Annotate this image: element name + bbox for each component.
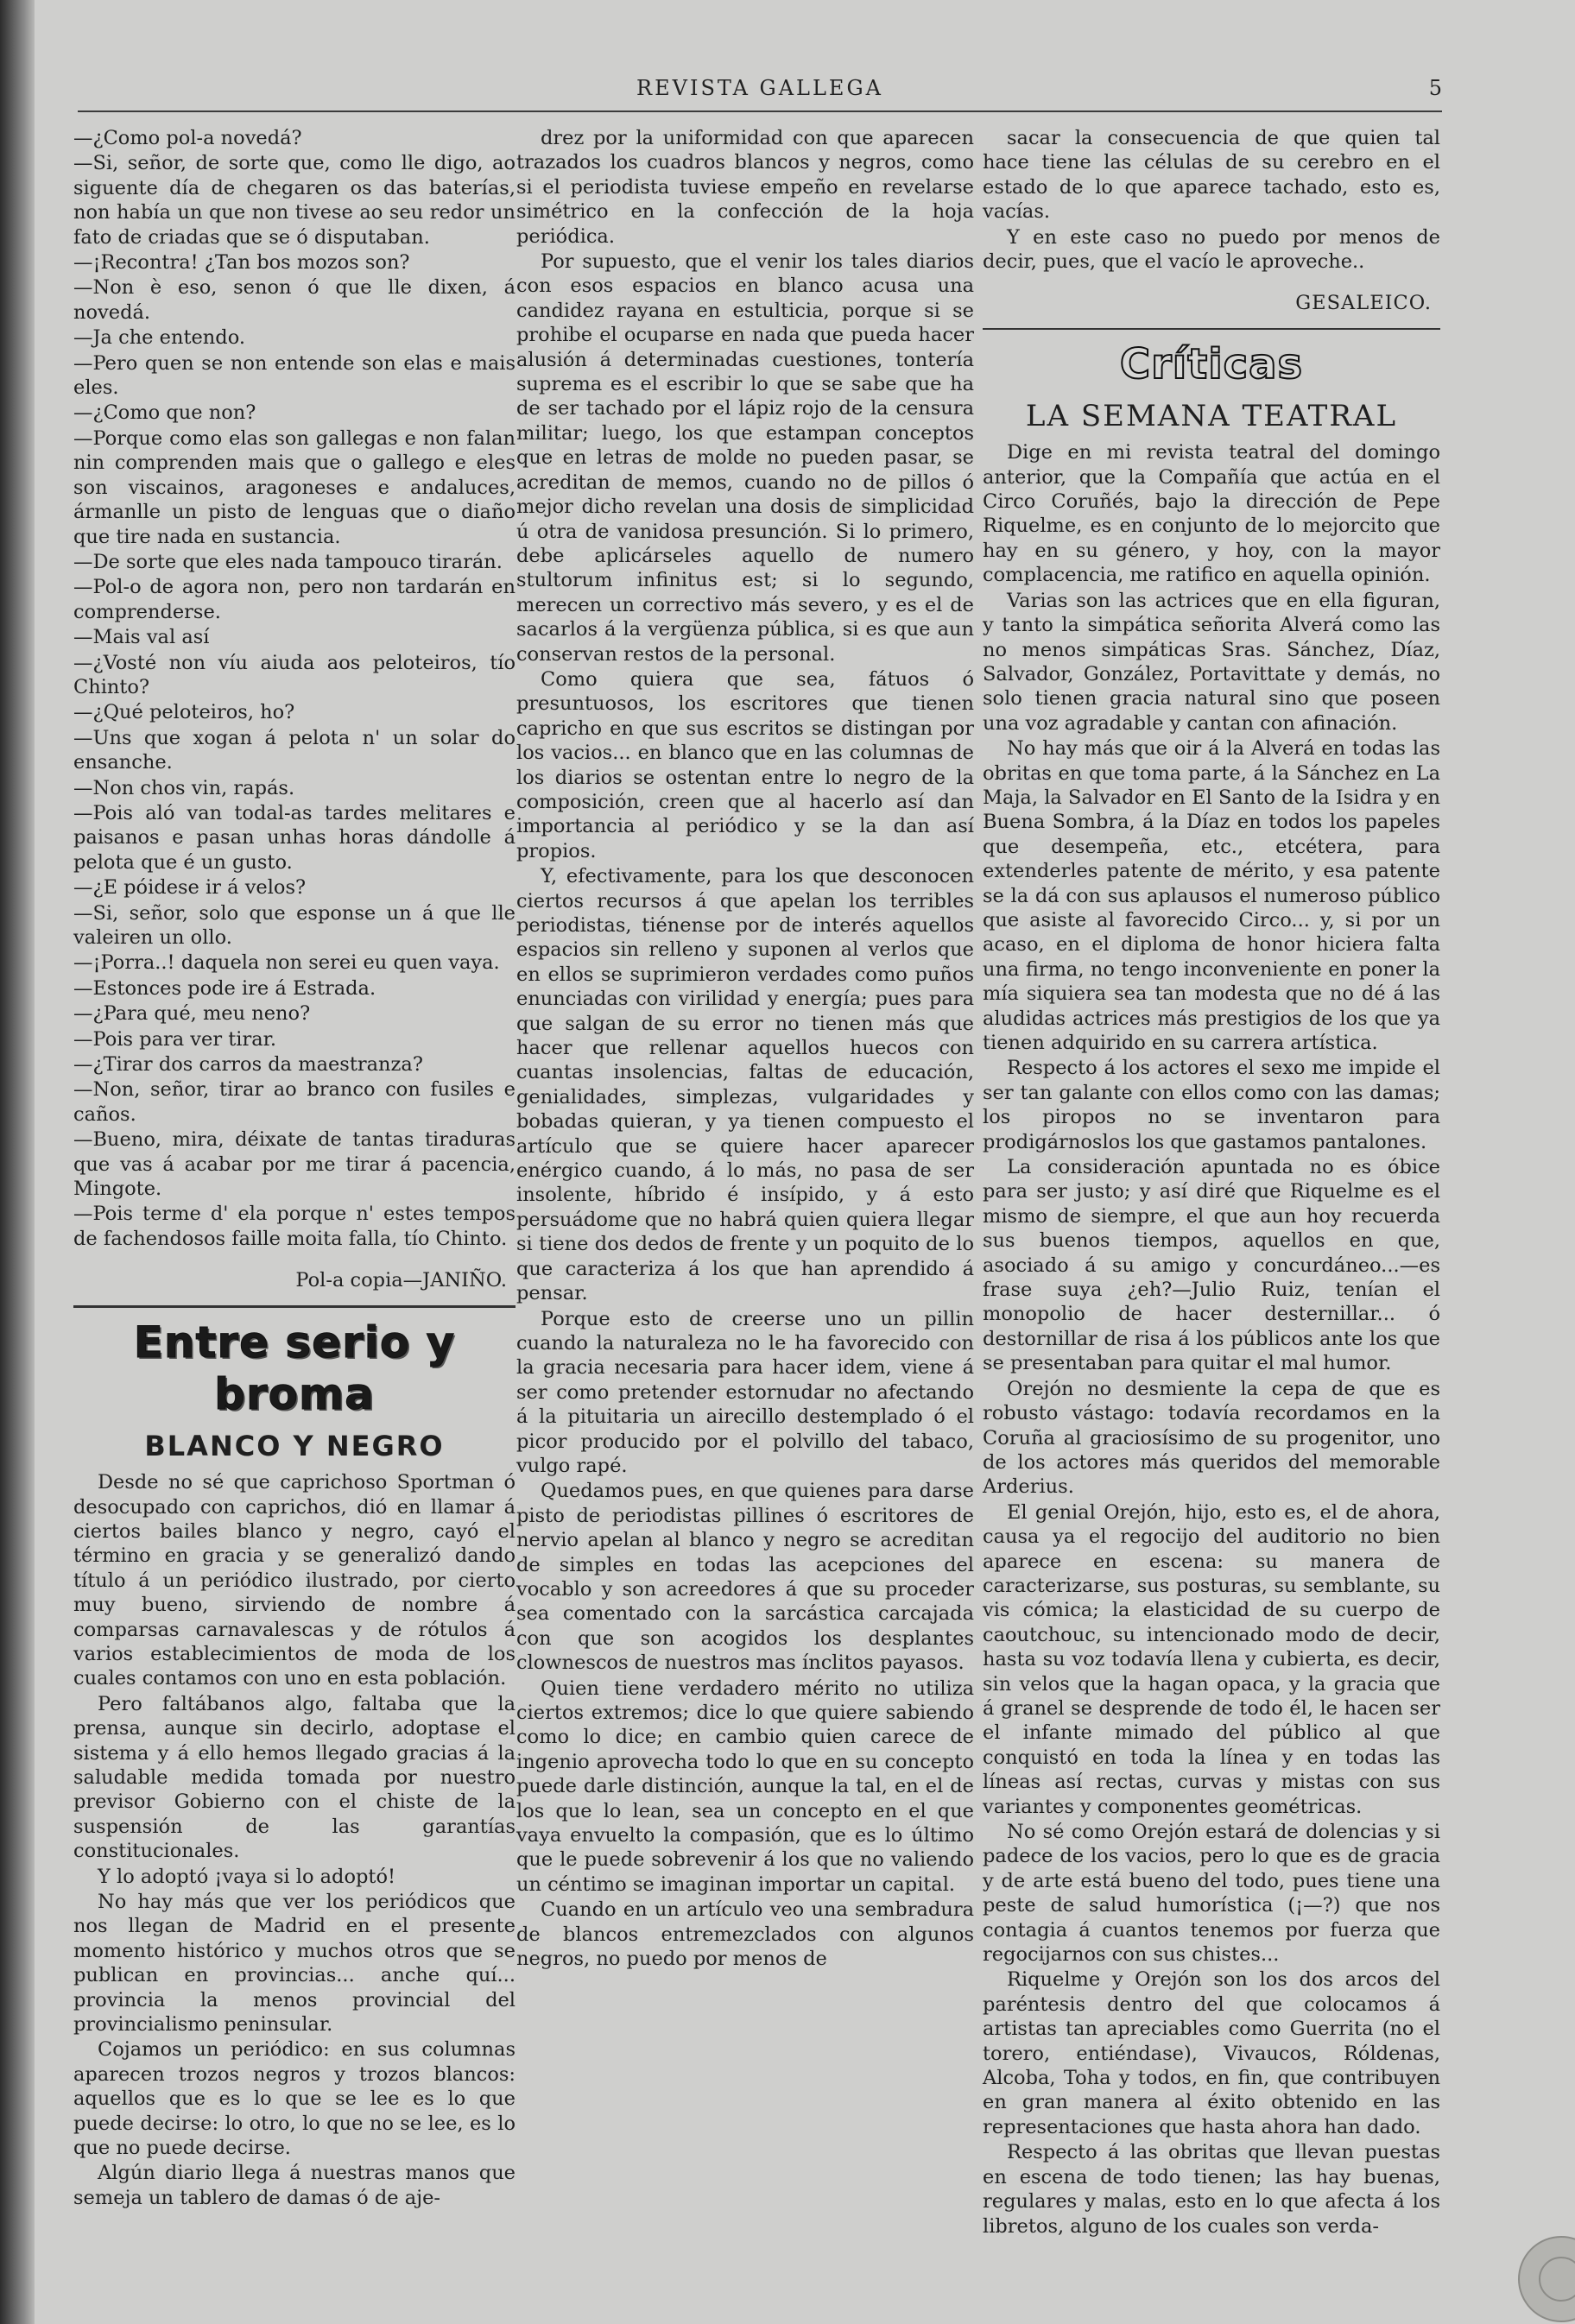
paragraph: No hay más que ver los periódicos que nos llegan de Madrid en el presente momento histórico y muchos otros que se publican en provincias... anche quí... provincia la menos provincial del provincialismo peninsular. (73, 1891, 516, 2037)
paragraph: Y lo adoptó ¡vaya si lo adoptó! (98, 1865, 396, 1888)
paragraph: —Pois aló van todal-as tardes melitares e paisanos e pasan unhas horas dándolle á pelota que é un gusto. (73, 801, 516, 874)
paragraph: Quedamos pues, en que quienes para darse pisto de periodistas pillines ó escritores de nervio apelan al blanco y negro se acreditan de simples en todas las acepciones del vocablo y son acreedores á que su proceder sea comentado con la sarcástica carcajada con que son acogidos los desplantes clownescos de nuestros mas ínclitos payasos. (516, 1480, 974, 1675)
paragraph: Cuando en un artículo veo una sembradura de blancos entremezclados con algunos negros, no puedo por menos de (516, 1898, 974, 1971)
paragraph: Pero faltábanos algo, faltaba que la prensa, aunque sin decirlo, adoptase el sistema y á ello hemos llegado gracias á la saludable medida tomada por nuestro previsor Gobierno con el chiste de la suspensión de las garantías constitucionales. (73, 1692, 516, 1863)
newspaper-page (35, 0, 1575, 2324)
paragraph: Orejón no desmiente la cepa de que es robusto vástago: todavía recordamos en la Coruña al graciosísimo de su progenitor, uno de los actores más queridos del memorable Arderius. (983, 1377, 1440, 1499)
paragraph: —Mais val así (73, 626, 210, 649)
paragraph: Desde no sé que caprichoso Sportman ó desocupado con caprichos, dió en llamar á ciertos bailes blanco y negro, cayó el término en gracia y se generalizó dando título á un periódico ilustrado, por cierto muy bueno, sirviendo de nombre á comparsas carnavalescas y de rótulos á varios establecimientos de moda de los cuales contamos con uno en esta población. (73, 1471, 516, 1690)
paragraph: Cojamos un periódico: en sus columnas aparecen trozos negros y trozos blancos: aquellos que es lo que se lee es lo que puede decirse: lo otro, lo que no se lee, es lo que no puede decirse. (73, 2038, 516, 2160)
column-2 (516, 126, 974, 1972)
column-1 (73, 126, 516, 2211)
section-title-criticas: Críticas (1119, 339, 1304, 388)
article-body-continued (516, 126, 974, 1971)
paragraph: —¿Como que non? (73, 401, 256, 425)
paragraph: —Pero quen se non entende son elas e mais eles. (73, 351, 516, 400)
publication-title: REVISTA GALLEGA (636, 76, 883, 100)
paragraph: Quien tiene verdadero mérito no utiliza ciertos extremos; dice lo que quiere sabiendo como lo dice; en cambio quien carece de ingenio aprovecha todo lo que en su concepto puede darle distinción, aunque la tal, en el de los que lo lean, sea un concepto en el que vaya envuelto la compasión, que es lo último que le puede sobrevenir á los que no valiendo un céntimo se imaginan importar un capital. (516, 1677, 974, 1896)
theatre-review-body (983, 440, 1440, 2239)
paragraph: sacar la consecuencia de que quien tal hace tiene las células de su cerebro en el estado de lo que aparece tachado, esto es, vacías. (983, 127, 1440, 224)
paragraph: —Pois para ver tirar. (73, 1027, 277, 1051)
paragraph: No hay más que oir á la Alverá en todas las obritas en que toma parte, á la Sánchez en La Maja, la Salvador en El Santo de la Isidra y en Buena Sombra, á la Díaz en todos los papeles que desempeña, etc., etcétera, para extenderles patente de mérito, y esa patente se la dá con sus aplausos el numeroso público que asiste al favorecido Circo... y, si por un acaso, en el diploma de honor hiciera falta una firma, no tengo inconveniente en poner la mía siquiera sea tan modesta que no dé á las aludidas actrices más prestigios de los que ya tienen adquirido en su carrera artística. (983, 737, 1440, 1054)
paragraph: —¿Tirar dos carros da maestranza? (73, 1053, 423, 1077)
paragraph: —¡Porra..! daquela non serei eu quen vaya. (73, 951, 500, 975)
paragraph: —Si, señor, de sorte que, como lle digo, ao siguente día de chegaren os das baterías, non había un que non tivese ao seu redor un fato de criadas que se ó disputaban. (73, 152, 516, 249)
paragraph: —Uns que xogan á pelota n' un solar do ensanche. (73, 726, 516, 774)
paragraph: —Porque como elas son gallegas e non falan nin comprenden mais que o gallego e eles son viscainos, aragoneses e andaluces, ármanlle un pisto de lenguas que o diaño que tire nada en sustancia. (73, 426, 516, 548)
paragraph: —¿Para qué, meu neno? (73, 1002, 311, 1026)
paragraph: Dige en mi revista teatral del domingo anterior, que la Compañía que actúa en el Circo Coruñés, bajo la dirección de Pepe Riquelme, es en conjunto de lo mejorcito que hay en su género, y hoy, con la mayor complacencia, me ratifico en aquella opinión. (983, 441, 1440, 587)
paragraph: —¿Vosté non víu aiuda aos peloteiros, tío Chinto? (73, 651, 516, 698)
paragraph: Como quiera que sea, fátuos ó presuntuosos, los escritores que tienen capricho en que sus escritos se distingan por los vacios... en blanco que en las columnas de los diarios se ostentan entre lo negro de la composición, creen que al hacerlo así dan importancia al periódico y se la dan así propios. (516, 667, 974, 862)
library-seal-stamp (1518, 2236, 1575, 2322)
paragraph: —Non, señor, tirar ao branco con fusiles e caños. (73, 1078, 516, 1126)
paragraph: —Ja che entendo. (73, 326, 246, 350)
paragraph: Respecto á las obritas que llevan puestas en escena de todo tienen; las hay buenas, regulares y malas, esto en lo que afecta á los libretos, alguno de los cuales son verda- (983, 2141, 1440, 2238)
signature-gesaleico: GESALEICO. (1295, 292, 1432, 315)
paragraph: —Non chos vin, rapás. (73, 776, 295, 799)
paragraph: —Pol-o de agora non, pero non tardarán en comprenderse. (73, 576, 516, 623)
paragraph: Riquelme y Orejón son los dos arcos del paréntesis dentro del que colocamos á artistas tan apreciables como Guerrita (no el torero, entiéndase), Vivaucos, Róldenas, Alcoba, Toha y todos, en fin, que contribuyen en gran manera al éxito obtenido en las representaciones que hasta ahora han dado. (983, 1968, 1440, 2138)
paragraph: Respecto á los actores el sexo me impide el ser tan galante con ellos como con las damas; los piropos no se inventaron para prodigárnoslos los que gastamos pantalones. (983, 1057, 1440, 1153)
page-header (78, 76, 1442, 112)
paragraph: Por supuesto, que el venir los tales diarios con esos espacios en blanco acusa una candidez rayana en estulticia, porque si se prohibe el ocuparse en nada que pueda hacer alusión á determinadas cuestiones, tontería suprema es el escribir lo que se sabe que ha de ser tachado por el lápiz rojo de la censura militar; luego, los que estampan conceptos que en letras de molde no pueden pasar, se acreditan de memos, cuando no de pillos ó mejor dicho revelan una dosis de simplicidad ú otra de vanidosa presunción. Si lo primero, debe aplicárseles aquello de numero stultorum infinitus est; si lo segundo, merecen un correctivo más severo, y es el de sacarlos á la vergüenza pública, si es que aun conservan restos de la personal. (516, 250, 974, 666)
paragraph: —¿E póidese ir á velos? (73, 876, 307, 900)
section-divider (983, 328, 1440, 330)
article-body (73, 1470, 516, 2210)
paragraph: Porque esto de creerse uno un pillin cuando la naturaleza no le ha favorecido con la gracia necesaria para hacer idem, viene á ser como pretender estornudar no afectando á la pituitaria un airecillo destemplado ó el picor producido por el polvillo del tabaco, vulgo rapé. (516, 1307, 974, 1477)
section-title-entre-serio: Entre serio y broma (133, 1317, 456, 1419)
article-title-blanco-y-negro: BLANCO Y NEGRO (144, 1429, 445, 1462)
paragraph: Y en este caso no puedo por menos de decir, pues, que el vacío le aproveche.. (983, 225, 1440, 274)
paragraph: —Si, señor, solo que esponse un á que lle valeiren un ollo. (73, 901, 516, 949)
paragraph: —¿Qué peloteiros, ho? (73, 701, 295, 724)
paragraph: —¿Como pol-a novedá? (73, 127, 302, 149)
paragraph: —¡Recontra! ¿Tan bos mozos son? (73, 251, 410, 275)
paragraph: Varias son las actrices que en ella figuran, y tanto la simpática señorita Alverá como las no menos simpáticas Sras. Sánchez, Díaz, Salvador, González, Portavittate y demás, no solo tienen gracia natural sino que poseen una voz agradable y cantan con afinación. (983, 589, 1440, 735)
section-divider (73, 1305, 516, 1308)
column-3 (983, 126, 1440, 2239)
paragraph: drez por la uniformidad con que aparecen trazados los cuadros blancos y negros, como si el periodista tuviese empeño en revelarse simétrico en la confección de la hoja periódica. (516, 127, 974, 248)
paragraph: Y, efectivamente, para los que desconocen ciertos recursos á que apelan los terribles periodistas, tiénense por de interés aquellos espacios sin relleno y suponen al verlos que en ellos se suprimieron verdades como puños enunciadas con virilidad y energía; pues para que salgan de su error no tienen más que hacer que rellenar aquellos huecos con cuantas insolencias, faltas de educación, genialidades, simplezas, vulgaridades y bobadas quieran, y ya tienen compuesto el artículo que se quiere hacer aparecer enérgico cuando, á lo más, no pasa de ser insolente, híbrido é insípido, y á esto persuádome que no habrá quien quiera llegar si tiene dos dedos de frente y un poquito de lo que caracteriza á los que han aprendido á pensar. (516, 865, 974, 1305)
article-title-semana-teatral: LA SEMANA TEATRAL (1025, 398, 1398, 433)
signature-janino: Pol-a copia—JANIÑO. (295, 1269, 507, 1292)
book-spine (0, 0, 35, 2324)
article-conclusion (983, 126, 1440, 274)
paragraph: Algún diario llega á nuestras manos que semeja un tablero de damas ó de aje- (73, 2162, 516, 2209)
paragraph: La consideración apuntada no es óbice para ser justo; y así diré que Riquelme es el mismo de siempre, el que aun hoy recuerda sus buenos tiempos, aquellos en que, asociado á su amigo y concurdáneo...—es frase suya ¿eh?—Julio Ruiz, tenían el monopolio de hacer desternillar... ó destornillar de risa á los públicos ante los que se presentaban para quitar el mal humor. (983, 1156, 1440, 1375)
paragraph: —De sorte que eles nada tampouco tirarán. (73, 550, 503, 573)
page-number: 5 (1428, 76, 1442, 100)
paragraph: —Estonces pode ire á Estrada. (73, 976, 376, 1000)
paragraph: El genial Orejón, hijo, esto es, el de ahora, causa ya el regocijo del auditorio no bien aparece en escena: su manera de caracterizarse, sus posturas, su semblante, su vis cómica; la elasticidad de su cuerpo de caoutchouc, su intencionado modo de decir, hasta su voz todavía llena y cubierta, es decir, sin velos que la hagan opaca, y la gracia que á granel se desprende de todo él, le hacen ser el infante mimado del público al que conquistó en toda la línea y en todas las líneas así rectas, curvas y mistas con sus variantes y componentes geométricas. (983, 1500, 1440, 1818)
dialogue-block (73, 126, 516, 1251)
paragraph: No sé como Orejón estará de dolencias y si padece de los vacios, pero lo que es de gracia y de arte está bueno del todo, pues tiene una peste de salud humorística (¡—?) que nos contagia á cuantos tenemos por fuerza que regocijarnos con sus chistes... (983, 1821, 1440, 1967)
paragraph: —Pois terme d' ela porque n' estes tempos de fachendosos faille moita falla, tío Chinto. (73, 1203, 516, 1250)
paragraph: —Non è eso, senon ó que lle dixen, á novedá. (73, 276, 516, 324)
paragraph: —Bueno, mira, déixate de tantas tiraduras que vas á acabar por me tirar á pacencia, Mingote. (73, 1128, 516, 1201)
